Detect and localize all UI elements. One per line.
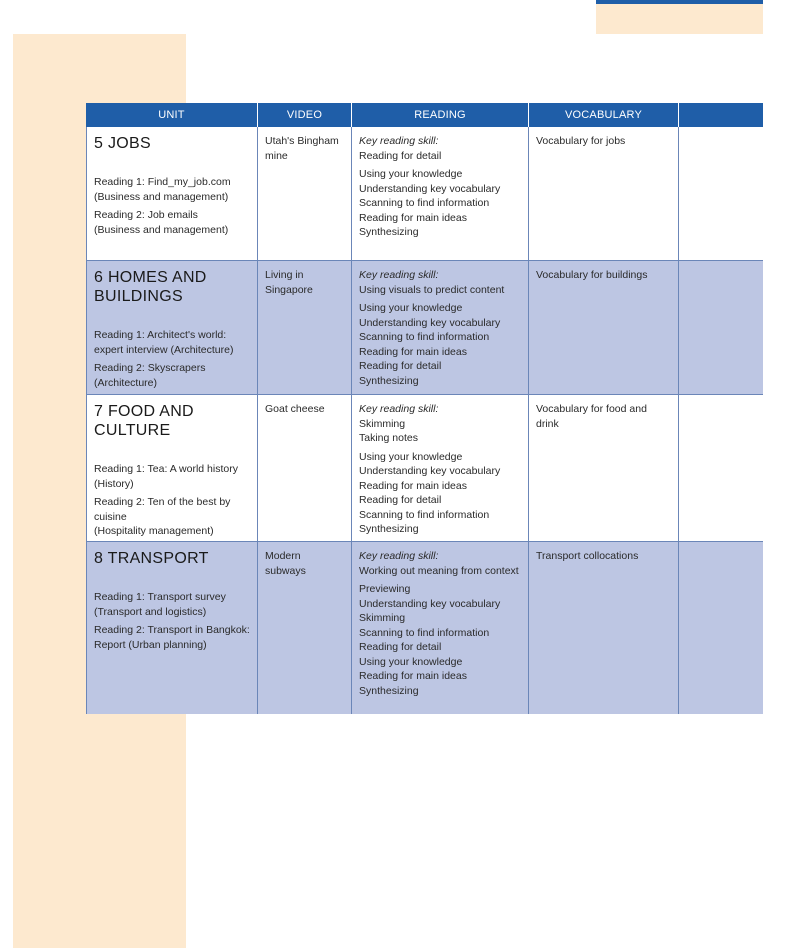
skill-item: Reading for detail — [359, 494, 442, 506]
skills-list — [359, 450, 521, 537]
reading-text: (Business and management) — [94, 223, 229, 236]
skill-item: Reading for detail — [359, 360, 442, 372]
video-cell: Living in Singapore — [258, 261, 352, 394]
skill-item: Scanning to find information — [359, 626, 490, 639]
blank-cell — [679, 542, 763, 714]
top-tab-bar — [596, 0, 763, 4]
reading-text: Reading 2: Ten of the best by cuisine — [94, 496, 231, 523]
key-skill: Reading for detail — [359, 149, 442, 162]
skill-item: Using your knowledge — [359, 168, 463, 180]
key-skill: Using visuals to predict content — [359, 283, 505, 296]
unit-title: 5 JOBS — [94, 135, 151, 152]
key-skill-label: Key reading skill: — [359, 269, 439, 281]
key-skill: Skimming — [359, 417, 406, 430]
video-cell: Goat cheese — [258, 395, 352, 541]
header-blank — [679, 103, 763, 127]
header-reading: READING — [352, 103, 529, 127]
contents-table — [86, 103, 763, 714]
reading-cell — [352, 127, 529, 260]
header-unit: UNIT — [86, 103, 258, 127]
unit-cell — [86, 395, 258, 541]
skill-item: Understanding key vocabulary — [359, 182, 501, 195]
reading-text: (Business and management) — [94, 190, 229, 203]
skill-item: Scanning to find information — [359, 197, 490, 209]
header-video: VIDEO — [258, 103, 352, 127]
skill-item: Reading for main ideas — [359, 670, 467, 682]
table-header — [86, 103, 763, 127]
header-vocabulary: VOCABULARY — [529, 103, 679, 127]
reading-cell — [352, 542, 529, 714]
skill-item: Reading for main ideas — [359, 211, 467, 224]
reading-text: Reading 1: Transport survey (Transport and logistics) — [94, 591, 226, 618]
unit-cell — [86, 127, 258, 260]
key-skill-label: Key reading skill: — [359, 135, 439, 147]
skill-item: Understanding key vocabulary — [359, 465, 501, 477]
skill-item: Reading for main ideas — [359, 345, 467, 358]
top-color-tab — [596, 0, 763, 34]
reading-text: Reading 1: Architect's world: expert interview (Architecture) — [94, 329, 234, 356]
skills-list — [359, 301, 521, 388]
skill-item: Synthesizing — [359, 374, 419, 387]
reading-cell — [352, 261, 529, 394]
skill-item: Reading for main ideas — [359, 479, 467, 492]
skill-item: Using your knowledge — [359, 655, 463, 668]
table-row — [86, 541, 763, 714]
skill-item: Using your knowledge — [359, 302, 463, 314]
key-skill: Working out meaning from context — [359, 564, 519, 577]
unit-title: 7 FOOD AND CULTURE — [94, 403, 194, 439]
video-cell: Modern subways — [258, 542, 352, 714]
skill-item: Understanding key vocabulary — [359, 597, 501, 610]
skill-item: Synthesizing — [359, 684, 419, 697]
reading-text: Reading 2: Skyscrapers (Architecture) — [94, 362, 206, 389]
unit-title: 6 HOMES AND BUILDINGS — [94, 269, 207, 305]
reading-cell — [352, 395, 529, 541]
table-row — [86, 127, 763, 260]
blank-cell — [679, 395, 763, 541]
skill-item: Using your knowledge — [359, 450, 463, 463]
unit-title: 8 TRANSPORT — [94, 550, 209, 567]
key-skill: Taking notes — [359, 432, 418, 444]
key-skill-label: Key reading skill: — [359, 403, 439, 415]
skills-list — [359, 582, 521, 698]
vocabulary-cell: Vocabulary for buildings — [529, 261, 679, 394]
reading-text: Reading 2: Job emails — [94, 209, 198, 221]
reading-text: Reading 2: Transport in Bangkok: Report (Urban planning) — [94, 624, 250, 651]
blank-cell — [679, 261, 763, 394]
skill-item: Scanning to find information — [359, 331, 490, 343]
skill-item: Understanding key vocabulary — [359, 316, 501, 329]
video-cell: Utah's Bingham mine — [258, 127, 352, 260]
vocabulary-cell: Vocabulary for jobs — [529, 127, 679, 260]
key-skill-label: Key reading skill: — [359, 550, 439, 562]
skill-item: Synthesizing — [359, 523, 419, 535]
reading-text: Reading 1: Find_my_job.com — [94, 176, 231, 188]
table-row — [86, 394, 763, 541]
reading-text: Reading 1: Tea: A world history (History) — [94, 463, 238, 490]
table-row — [86, 260, 763, 394]
unit-cell — [86, 261, 258, 394]
skill-item: Scanning to find information — [359, 508, 490, 521]
skill-item: Previewing — [359, 583, 411, 595]
unit-cell — [86, 542, 258, 714]
vocabulary-cell: Transport collocations — [529, 542, 679, 714]
reading-text: (Hospitality management) — [94, 525, 214, 537]
skill-item: Skimming — [359, 612, 406, 624]
skills-list — [359, 167, 521, 240]
skill-item: Synthesizing — [359, 226, 419, 238]
vocabulary-cell: Vocabulary for food and drink — [529, 395, 679, 541]
blank-cell — [679, 127, 763, 260]
skill-item: Reading for detail — [359, 641, 442, 653]
